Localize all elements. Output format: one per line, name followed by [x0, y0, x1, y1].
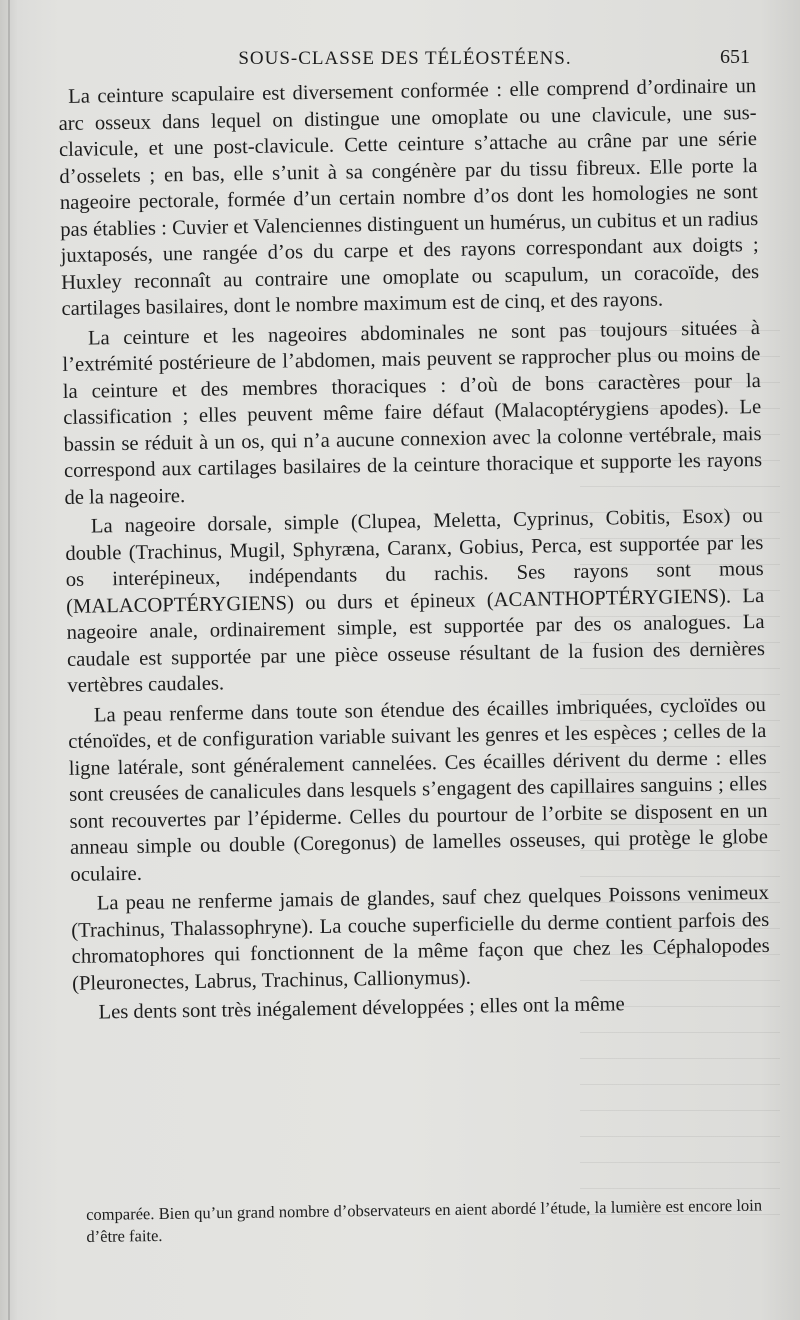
- running-title: SOUS-CLASSE DES TÉLÉOSTÉENS.: [238, 48, 572, 69]
- paragraph-teeth: Les dents sont très inégalement développées ; elles ont la même: [98, 993, 625, 1024]
- paragraph-dorsal-fin: La nageoire dorsale, simple (Clupea, Meletta, Cyprinus, Cobitis, Esox) ou double (Trachinus, Mugil, Sphyræna, Caranx, Gobius, Perca, est supportée par les os interépineux, indépendants du rachis. Ses rayons sont mous (MALACOPTÉRYGIENS) ou durs et épineux (ACANTHOPTÉRYGIENS). La nageoire anale, ordinairement simple, est supportée par des os analogues. La caudale est supportée par une pièce osseuse résultant de la fusion des dernières vertèbres caudales.: [65, 504, 766, 697]
- paragraph-scales: La peau renferme dans toute son étendue des écailles imbriquées, cycloïdes ou cténoïdes, et de configuration variable suivant les genres et les espèces ; celles de la ligne latérale, sont généralement cannelées. Ces écailles dérivent du derme : elles sont creusées de canalicules dans lesquels s’engagent des capillaires sanguins ; elles sont recouvertes par l’épiderme. Celles du pourtour de l’orbite se disposent en un anneau simple ou double (Coregonus) de lamelles osseuses, qui protège le globe oculaire.: [68, 693, 769, 886]
- footnote: comparée. Bien qu’un grand nombre d’observateurs en aient abordé l’étude, la lumière est encore loin d’être faite.: [86, 1195, 763, 1246]
- page-number: 651: [720, 46, 750, 68]
- paragraph-skin-glands: La peau ne renferme jamais de glandes, sauf chez quelques Poissons venimeux (Trachinus, Thalassophryne). La couche superficielle du derme contient parfois des chromatophores qui fonctionnent de la même façon que chez les Céphalopodes (Pleuronectes, Labrus, Trachinus, Callionymus).: [71, 881, 770, 995]
- body-text: [58, 73, 771, 1029]
- paragraph-scapular-girdle: La ceinture scapulaire est diversement conformée : elle comprend d’ordinaire un arc osseux dans lequel on distingue une omoplate ou une clavicule, une sus-clavicule, et une post-clavicule. Cette ceinture s’attache au crâne par une série d’osselets ; en bas, elle s’unit à sa congénère par du tissu fibreux. Elle porte la nageoire pectorale, formée d’un certain nombre d’os dont les homologies ne sont pas établies : Cuvier et Valenciennes distinguent un humérus, un cubitus et un radius juxtaposés, une rangée d’os du carpe et des rayons correspondant aux doigts ; Huxley reconnaît au contraire une omoplate ou scapulum, un coracoïde, des cartilages basilaires, dont le nombre maximum est de cinq, et des rayons.: [58, 75, 760, 320]
- page-fold-shadow: [8, 0, 10, 1320]
- paragraph-abdominal-fins: La ceinture et les nageoires abdominales ne sont pas toujours situées à l’extrémité postérieure de l’abdomen, mais peuvent se rapprocher plus ou moins de la ceinture et des membres thoraciques : d’où de bons caractères pour la classification ; elles peuvent même faire défaut (Malacoptérygiens apodes). Le bassin se réduit à un os, qui n’a aucune connexion avec la colonne vertébrale, mais correspond aux cartilages basilaires de la ceinture thoracique et supporte les rayons de la nageoire.: [62, 316, 763, 509]
- running-head: [60, 46, 750, 74]
